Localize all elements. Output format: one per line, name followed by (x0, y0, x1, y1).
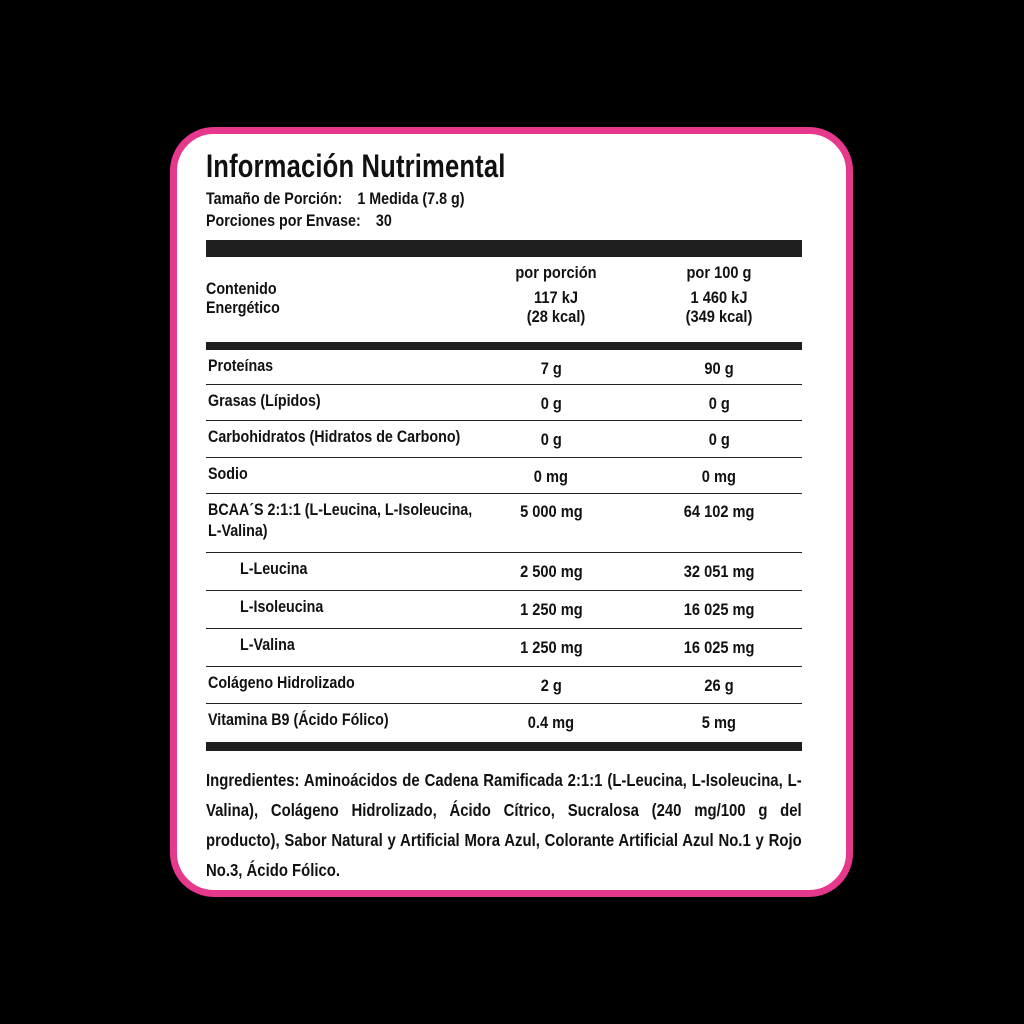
table-row (206, 553, 802, 591)
nutrient-name-line2: L-Valina) (208, 521, 268, 540)
divider-medium (206, 342, 802, 350)
nutrient-per-100g: 16 025 mg (683, 600, 755, 619)
table-row (206, 458, 802, 494)
nutrient-name (208, 499, 472, 541)
nutrient-per-100g: 32 051 mg (683, 562, 755, 581)
nutrient-per-100g: 26 g (704, 676, 734, 695)
servings-label: Porciones por Envase: (206, 211, 361, 230)
energy-label (206, 279, 280, 317)
serving-size-value: 1 Medida (7.8 g) (357, 189, 465, 208)
nutrient-per-100g: 0 g (708, 394, 730, 413)
nutrient-name: L-Leucina (240, 559, 308, 578)
nutrient-rows (206, 350, 802, 742)
table-row (206, 350, 802, 385)
ingredients-text: Ingredientes: Aminoácidos de Cadena Ramificada 2:1:1 (L-Leucina, L-Isoleucina, L-Valina), Colágeno Hidrolizado, Ácido Cítrico, Sucralosa (240 mg/100 g del producto), Sabor Natural y Artificial Mora Azul, Colorante Artificial Azul No.1 y Rojo No.3, Ácido Fólico. (206, 770, 802, 880)
per-portion-kcal: (28 kcal) (526, 307, 586, 326)
nutrient-per-portion: 1 250 mg (519, 638, 583, 657)
label-title: Información Nutrimental (206, 148, 506, 184)
nutrition-table (206, 144, 802, 885)
table-row (206, 385, 802, 421)
nutrient-per-portion: 2 500 mg (519, 562, 583, 581)
nutrient-name: Vitamina B9 (Ácido Fólico) (208, 710, 389, 729)
servings-value: 30 (375, 211, 392, 230)
nutrient-per-100g: 64 102 mg (683, 502, 755, 521)
per-portion-column (491, 263, 621, 326)
nutrient-per-100g: 0 g (708, 430, 730, 449)
nutrient-per-portion: 0 g (540, 430, 562, 449)
nutrient-per-100g: 16 025 mg (683, 638, 755, 657)
nutrient-name: Colágeno Hidrolizado (208, 673, 355, 692)
nutrition-label-panel (170, 127, 853, 897)
nutrient-name: Sodio (208, 464, 248, 483)
table-row (206, 667, 802, 704)
energy-label-line1: Contenido (206, 279, 277, 298)
ingredients-block (206, 765, 802, 885)
table-row (206, 629, 802, 667)
nutrient-per-portion: 5 000 mg (519, 502, 583, 521)
per-100g-header: por 100 g (686, 263, 752, 282)
nutrient-per-100g: 0 mg (701, 467, 737, 486)
nutrient-name: L-Isoleucina (240, 597, 324, 616)
table-row (206, 704, 802, 742)
per-portion-header: por porción (515, 263, 597, 282)
nutrient-per-100g: 5 mg (701, 713, 737, 732)
table-row (206, 494, 802, 553)
nutrient-name: L-Valina (240, 635, 295, 654)
nutrient-per-portion: 0 mg (533, 467, 569, 486)
energy-label-line2: Energético (206, 298, 280, 317)
serving-size (206, 188, 707, 210)
table-row (206, 591, 802, 629)
serving-size-label: Tamaño de Porción: (206, 189, 343, 208)
nutrient-per-portion: 0 g (540, 394, 562, 413)
energy-row (206, 257, 802, 342)
nutrient-name: Proteínas (208, 356, 274, 375)
per-100g-column (654, 263, 784, 326)
nutrient-name-line1: BCAA´S 2:1:1 (L-Leucina, L-Isoleucina, (208, 500, 473, 519)
nutrient-name: Grasas (Lípidos) (208, 391, 321, 410)
per-100g-kcal: (349 kcal) (685, 307, 753, 326)
nutrient-per-portion: 0.4 mg (527, 713, 575, 732)
divider-bottom (206, 742, 802, 751)
nutrient-per-portion: 7 g (540, 359, 562, 378)
table-row (206, 421, 802, 458)
servings-per-container (206, 210, 707, 232)
nutrient-per-portion: 1 250 mg (519, 600, 583, 619)
nutrient-name: Carbohidratos (Hidratos de Carbono) (208, 427, 461, 446)
nutrient-per-portion: 2 g (540, 676, 562, 695)
per-portion-kj: 117 kJ (534, 288, 578, 307)
nutrient-per-100g: 90 g (704, 359, 734, 378)
divider-thick (206, 240, 802, 257)
per-100g-kj: 1 460 kJ (690, 288, 748, 307)
